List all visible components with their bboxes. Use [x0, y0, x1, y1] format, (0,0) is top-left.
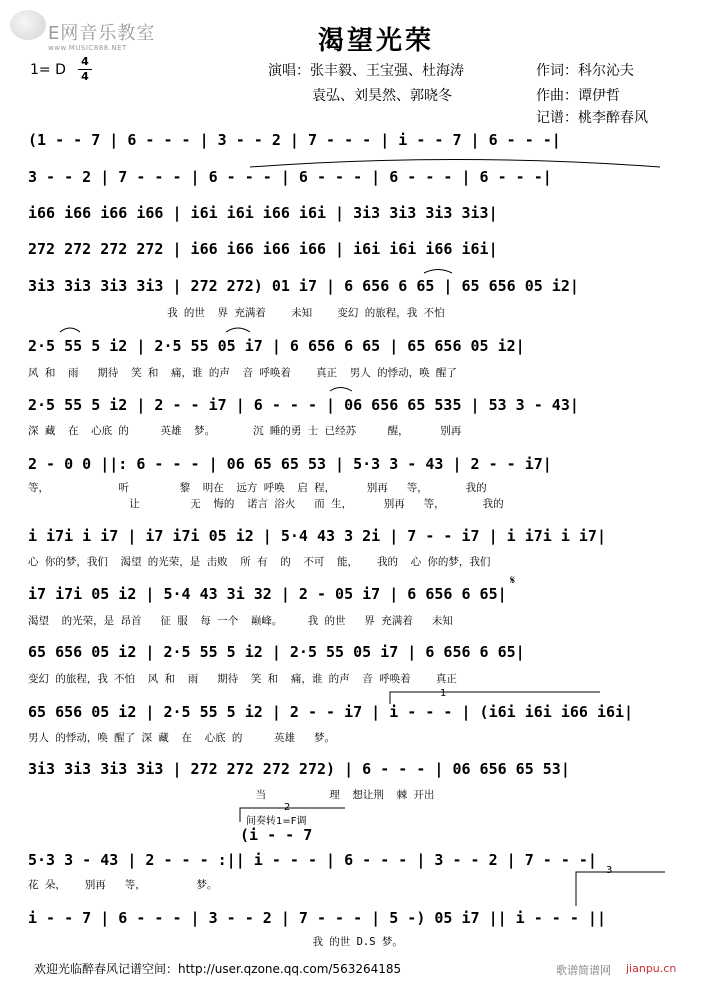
lyrics-row-7: 深 藏 在 心底 的 英雄 梦。 沉 睡的勇 士 已经苏 醒， 别再: [28, 425, 462, 437]
lyrics-row-6: 风 和 雨 期待 笑 和 痛，谁 的声 音 呼唤着 真正 男人 的悸动，唤 醒了: [28, 367, 457, 379]
brand-url: jianpu.cn: [626, 962, 677, 975]
score-row-10: i7 i7i 05 i2 | 5·4 43 3i 32 | 2 - 05 i7 | 6 656 6 65|: [28, 585, 507, 603]
key-signature: 1= D: [30, 62, 66, 78]
score-row-12: 65 656 05 i2 | 2·5 55 5 i2 | 2 - - i7 | i - - - | (i6i i6i i66 i6i|: [28, 703, 634, 721]
credit-composer: 作曲：谭伊哲: [536, 88, 620, 104]
brand-name: 歌谱简谱网: [556, 964, 611, 977]
time-signature-bottom: 4: [81, 70, 89, 83]
ending-1-number: 1: [440, 688, 447, 699]
watermark-url: www.MUSIC888.NET: [48, 44, 127, 52]
slur-arc: [60, 328, 80, 332]
lyrics-row-8a: 等， 听 黎 明在 远方 呼唤 启 程， 别再 等， 我的: [28, 482, 487, 494]
score-row-4: 272 272 272 272 | i66 i66 i66 i66 | i6i i6i i66 i6i|: [28, 240, 498, 258]
score-row-8: 2 - 0 0 ||: 6 - - - | 06 65 65 53 | 5·3 3 - 43 | 2 - - i7|: [28, 455, 552, 473]
slur-arc: [330, 388, 352, 392]
time-signature-top: 4: [81, 55, 89, 68]
lyrics-row-13: 当 理 想让荆 棘 开出: [28, 789, 435, 801]
lyrics-row-11: 变幻 的旅程，我 不怕 风 和 雨 期待 笑 和 痛，谁 的声 音 呼唤着 真正: [28, 673, 457, 685]
score-row-14: 5·3 3 - 43 | 2 - - - :|| i - - - | 6 - - - | 3 - - 2 | 7 - - -|: [28, 851, 597, 869]
ending-2-number: 2: [284, 802, 291, 813]
credit-singers-1: 演唱：张丰毅、王宝强、杜海涛: [268, 63, 464, 79]
lyrics-row-8b: 让 无 悔的 诺言 浴火 而 生， 别再 等， 我的: [28, 498, 504, 510]
tie-arc: [250, 160, 660, 168]
score-row-7: 2·5 55 5 i2 | 2 - - i7 | 6 - - - | 06 656 65 535 | 53 3 - 43|: [28, 396, 579, 414]
watermark-site: E网音乐教室: [48, 23, 156, 44]
slur-arc: [226, 328, 250, 332]
slur-arc: [424, 270, 452, 274]
score-row-1: (1 - - 7 | 6 - - - | 3 - - 2 | 7 - - - | i - - 7 | 6 - - -|: [28, 131, 561, 149]
credit-singers-2: 袁弘、刘昊然、郭晓冬: [312, 88, 452, 104]
score-row-3: i66 i66 i66 i66 | i6i i6i i66 i6i | 3i3 3i3 3i3 3i3|: [28, 204, 498, 222]
song-title: 渴望光荣: [318, 26, 435, 56]
score-row-2: 3 - - 2 | 7 - - - | 6 - - - | 6 - - - | 6 - - - | 6 - - -|: [28, 168, 552, 186]
lyrics-row-9: 心 你的梦，我们 渴望 的光荣，是 击败 所 有 的 不可 能， 我的 心 你的梦，我们: [28, 556, 491, 568]
volta-1: [390, 692, 600, 704]
interlude-notes: (i - - 7: [240, 826, 313, 844]
lyrics-row-5: 我 的世 界 充满着 未知 变幻 的旅程，我 不怕: [28, 307, 445, 319]
lyrics-row-15: 我 的世 D.S 梦。: [28, 936, 403, 948]
lyrics-row-12: 男人 的悸动，唤 醒了 深 藏 在 心底 的 英雄 梦。: [28, 732, 335, 744]
footer-text: 欢迎光临醉春风记谱空间：http://user.qzone.qq.com/563264185: [34, 962, 402, 976]
credit-transcriber: 记谱：桃李醉春风: [536, 110, 648, 126]
score-row-11: 65 656 05 i2 | 2·5 55 5 i2 | 2·5 55 05 i7 | 6 656 6 65|: [28, 643, 525, 661]
lyrics-row-10: 渴望 的光荣，是 昂首 征 服 每 一个 巅峰。 我 的世 界 充满着 未知: [28, 615, 453, 627]
ending-3-number: 3: [606, 865, 613, 876]
score-row-6: 2·5 55 5 i2 | 2·5 55 05 i7 | 6 656 6 65 | 65 656 05 i2|: [28, 337, 525, 355]
segno-icon: 𝄋: [510, 573, 516, 587]
volta-2: [240, 808, 345, 822]
lyrics-row-14: 花 朵， 别再 等， 梦。: [28, 879, 218, 891]
score-row-15: i - - 7 | 6 - - - | 3 - - 2 | 7 - - - | 5 -) 05 i7 || i - - - ||: [28, 909, 606, 927]
volta-3: [576, 872, 665, 906]
score-row-9: i i7i i i7 | i7 i7i 05 i2 | 5·4 43 3 2i | 7 - - i7 | i i7i i i7|: [28, 527, 606, 545]
score-row-13: 3i3 3i3 3i3 3i3 | 272 272 272 272) | 6 - - - | 06 656 65 53|: [28, 760, 570, 778]
interlude-label: 间奏转1=F调: [246, 816, 307, 827]
score-row-5: 3i3 3i3 3i3 3i3 | 272 272) 01 i7 | 6 656 6 65 | 65 656 05 i2|: [28, 277, 579, 295]
credit-lyricist: 作词：科尔沁夫: [536, 63, 634, 79]
